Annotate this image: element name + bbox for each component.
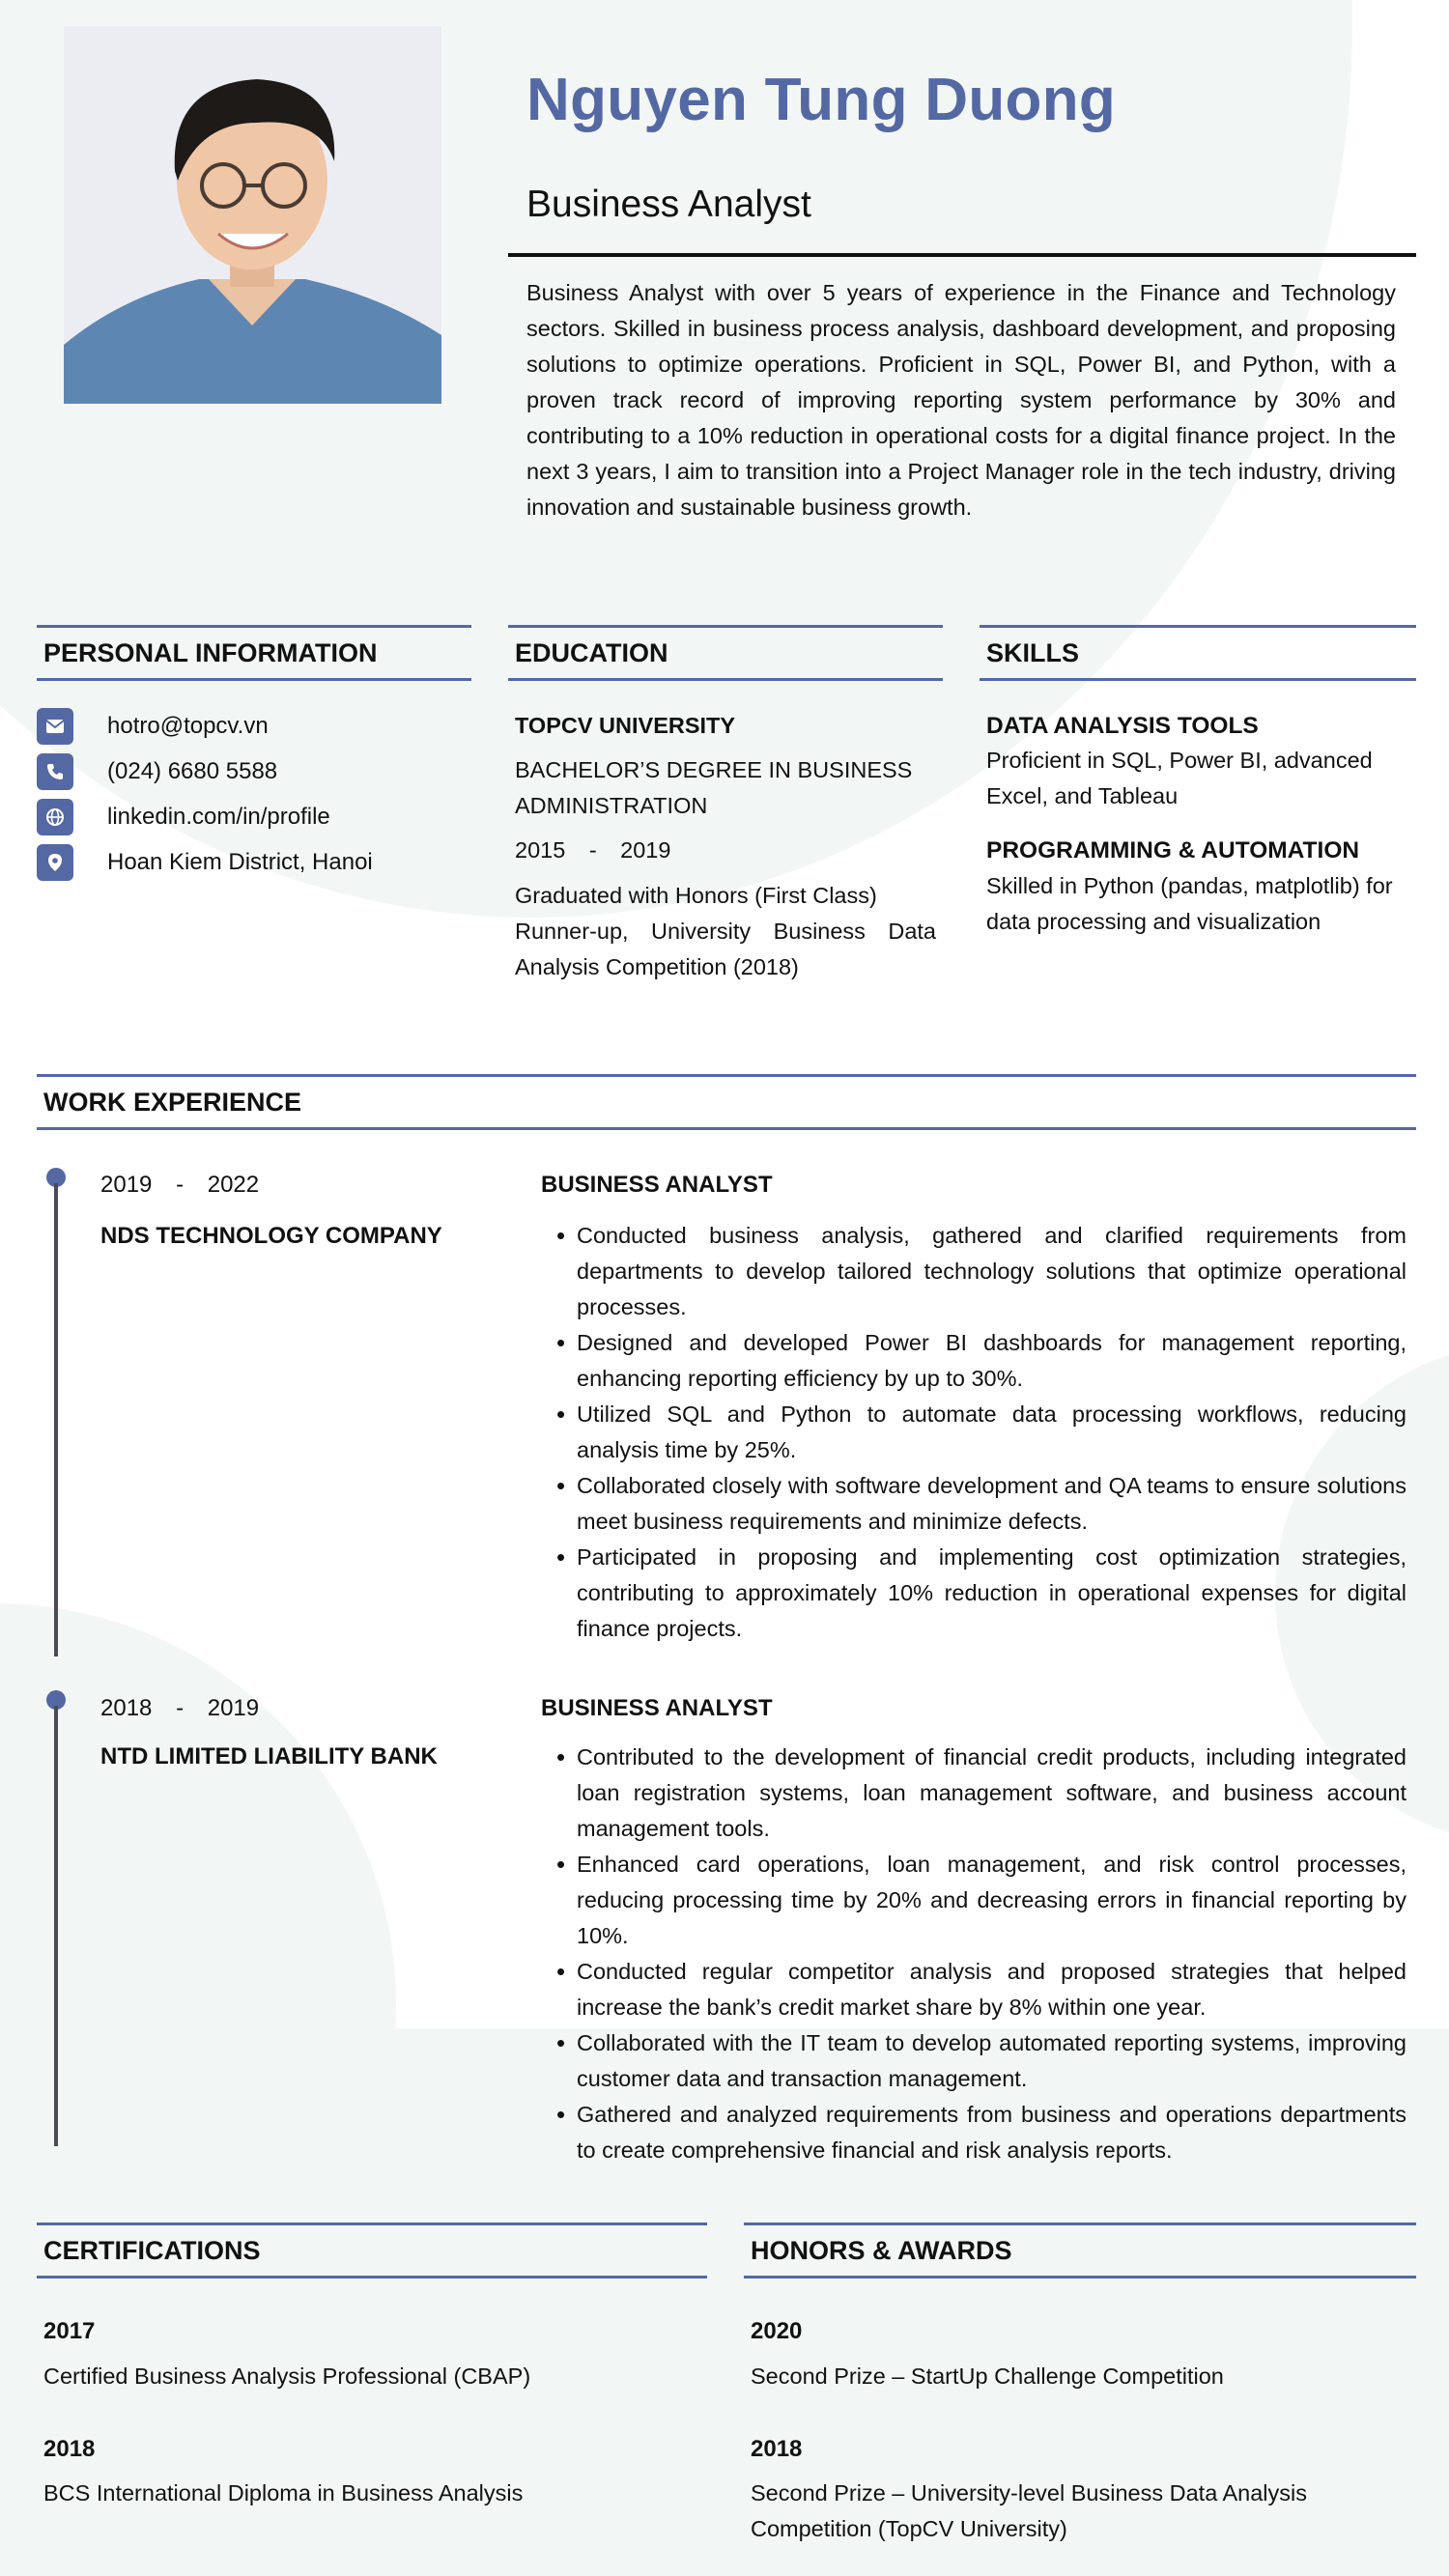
job-role: BUSINESS ANALYST (541, 1172, 773, 1198)
job-duty: • Participated in proposing and implementing cost optimization strategies, contributing to approximately 10% reduction in operational expenses for digital finance projects. (553, 1540, 1406, 1647)
job-company: NDS TECHNOLOGY COMPANY (100, 1223, 442, 1249)
job-year-dash: - (176, 1695, 185, 1721)
globe-icon (37, 799, 73, 835)
job-duty: • Utilized SQL and Python to automate data processing workflows, reducing analysis time by 25%. (553, 1397, 1406, 1468)
job-years (100, 1695, 259, 1722)
job-duty: • Enhanced card operations, loan management, and risk control processes, reducing processing time by 20% and decreasing errors in financial reporting by 10%. (553, 1847, 1406, 1954)
contact-phone-text: (024) 6680 5588 (107, 758, 278, 784)
job-duty: • Designed and developed Power BI dashboards for management reporting, enhancing reporting efficiency by up to 30%. (553, 1325, 1406, 1397)
education-year-dash: - (588, 837, 597, 863)
title-divider (508, 253, 1416, 257)
profile-photo (64, 26, 441, 404)
certification-year: 2017 (43, 2318, 96, 2344)
job-duty: • Contributed to the development of financial credit products, including integrated loan registration systems, loan management software, and business account management tools. (553, 1740, 1406, 1847)
job-duty: • Conducted business analysis, gathered and clarified requirements from departments to develop tailored technology solutions that optimize operational processes. (553, 1218, 1406, 1325)
skill-group-text: Proficient in SQL, Power BI, advanced Excel, and Tableau (986, 748, 1373, 808)
job-end-year: 2022 (207, 1172, 260, 1198)
education-end-year: 2019 (620, 837, 671, 863)
job-duty: • Collaborated closely with software development and QA teams to ensure solutions meet business requirements and minimize defects. (553, 1468, 1406, 1540)
skills-heading: SKILLS (980, 625, 1416, 681)
award-name: Second Prize – University-level Business Data Analysis Competition (TopCV University) (751, 2480, 1308, 2541)
full-name: Nguyen Tung Duong (526, 67, 1117, 133)
award-year: 2018 (751, 2436, 803, 2462)
skill-group-text: Skilled in Python (pandas, matplotlib) for data processing and visualization (986, 873, 1393, 934)
honors-awards-heading: HONORS & AWARDS (744, 2222, 1416, 2279)
job-duties-list (553, 1218, 1406, 1647)
certification-year: 2018 (43, 2436, 96, 2462)
job-start-year: 2019 (100, 1172, 153, 1198)
education-start-year: 2015 (515, 837, 566, 863)
job-company: NTD LIMITED LIABILITY BANK (100, 1743, 438, 1769)
job-title: Business Analyst (526, 184, 811, 225)
contact-linkedin-text: linkedin.com/in/profile (107, 804, 330, 830)
phone-icon (37, 753, 73, 790)
job-duty: • Conducted regular competitor analysis and proposed strategies that helped increase the bank’s credit market share by 8% within one year. (553, 1954, 1406, 2025)
job-duty: • Collaborated with the IT team to develop automated reporting systems, improving customer data and transaction management. (553, 2025, 1406, 2097)
personal-info-heading: PERSONAL INFORMATION (37, 625, 471, 681)
job-role: BUSINESS ANALYST (541, 1695, 773, 1721)
contact-email[interactable] (37, 708, 471, 745)
contact-email-text: hotro@topcv.vn (107, 713, 269, 739)
certification-name: Certified Business Analysis Professional (CBAP) (43, 2364, 531, 2389)
education-award: Runner-up, University Business Data Analysis Competition (2018) (515, 919, 936, 979)
education-school: TOPCV UNIVERSITY (515, 713, 736, 738)
certification-name: BCS International Diploma in Business Analysis (43, 2480, 524, 2505)
education-degree: BACHELOR’S DEGREE IN BUSINESS ADMINISTRATION (515, 757, 913, 818)
contact-phone[interactable] (37, 753, 471, 790)
award-year: 2020 (751, 2318, 803, 2344)
job-end-year: 2019 (207, 1695, 260, 1721)
location-pin-icon (37, 844, 73, 881)
contact-address-text: Hoan Kiem District, Hanoi (107, 849, 373, 875)
job-duties-list (553, 1740, 1406, 2168)
timeline-line (54, 1706, 58, 2146)
skill-group-title: DATA ANALYSIS TOOLS (986, 713, 1259, 739)
profile-summary: Business Analyst with over 5 years of experience in the Finance and Technology sectors. Skilled in business process analysis, dashboard development, and proposing solutions to optimize operations. Proficient in SQL, Power BI, and Python, with a proven track record of improving reporting system performance by 30% and contributing to a 10% reduction in operational costs for a digital finance project. In the next 3 years, I aim to transition into a Project Manager role in the tech industry, driving innovation and sustainable business growth. (526, 280, 1396, 520)
education-heading: EDUCATION (508, 625, 943, 681)
education-honors: Graduated with Honors (First Class) (515, 883, 877, 908)
work-experience-heading: WORK EXPERIENCE (37, 1074, 1416, 1130)
timeline-line (54, 1183, 58, 1656)
contact-address (37, 844, 471, 881)
skill-group-title: PROGRAMMING & AUTOMATION (986, 837, 1360, 863)
job-years (100, 1172, 259, 1199)
certifications-heading: CERTIFICATIONS (37, 2222, 707, 2279)
award-name: Second Prize – StartUp Challenge Competition (751, 2364, 1224, 2389)
job-year-dash: - (176, 1172, 185, 1198)
job-start-year: 2018 (100, 1695, 153, 1721)
contact-linkedin[interactable] (37, 799, 471, 835)
mail-icon (37, 708, 73, 745)
job-duty: • Gathered and analyzed requirements from business and operations departments to create comprehensive financial and risk analysis reports. (553, 2097, 1406, 2168)
education-years (515, 833, 940, 868)
